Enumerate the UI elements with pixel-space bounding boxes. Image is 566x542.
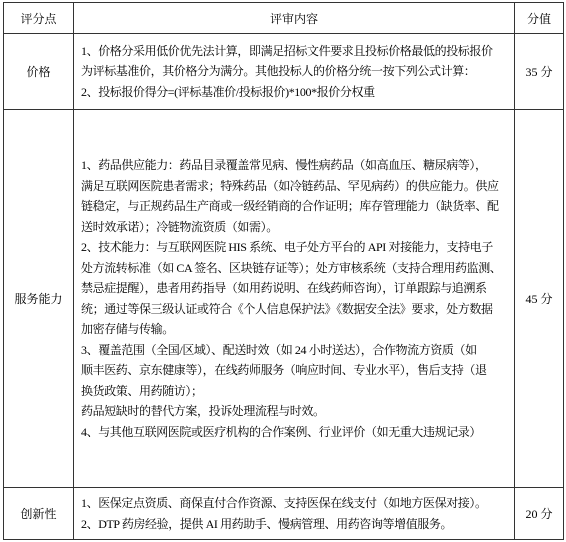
review-content-cell <box>74 110 515 488</box>
content-line: 为评标基准价，其价格分为满分。其他投标人的价格分统一按下列公式计算： <box>81 64 476 79</box>
table-row-innovation <box>4 488 564 540</box>
header-scoring-point: 评分点 <box>4 3 74 34</box>
review-content-cell <box>74 488 515 540</box>
scoring-table <box>3 2 564 540</box>
content-line: 顺丰医药、京东健康等），在线药师服务（响应时间、专业水平），售后支持（退 <box>81 363 487 377</box>
content-line: 1、价格分采用低价优先法计算，即满足招标文件要求且投标价格最低的投标报价 <box>81 43 493 58</box>
content-line: 禁忌症提醒），患者用药指导（如用药说明、在线药师咨询），订单跟踪与追溯系 <box>81 281 487 295</box>
content-line: 处方流转标准（如 CA 签名、区块链存证等）；处方审核系统（支持合理用药监测、 <box>81 260 502 275</box>
content-line: 统；通过等保三级认证或符合《个人信息保护法》《数据安全法》要求，处方数据 <box>81 301 493 316</box>
content-line: 满足互联网医院患者需求；特殊药品（如冷链药品、罕见病药）的供应能力。供应 <box>81 178 499 193</box>
table-row-service-capability <box>4 110 564 488</box>
content-line: 2、投标报价得分=(评标基准价/投标报价)*100*报价分权重 <box>81 84 375 99</box>
content-line: 换货政策、用药随访）； <box>81 383 203 398</box>
score-cell: 20 分 <box>515 488 564 540</box>
content-line: 加密存储与传输。 <box>81 322 174 336</box>
content-line: 3、覆盖范围（全国/区域）、配送时效（如 24 小时送达），合作物流方资质（如 <box>81 342 477 357</box>
content-line: 1、医保定点资质、商保直付合作资源、支持医保在线支付（如地方医保对接）。 <box>81 496 487 510</box>
scoring-point-cell: 创新性 <box>4 488 74 540</box>
content-line: 送时效承诺）；冷链物流资质（如需）。 <box>81 219 278 234</box>
scoring-point-cell: 价格 <box>4 34 74 110</box>
header-score: 分值 <box>515 3 564 34</box>
table-row-price <box>4 34 564 110</box>
content-line: 药品短缺时的替代方案，投诉处理流程与时效。 <box>81 404 325 418</box>
content-line: 2、技术能力：与互联网医院 HIS 系统、电子处方平台的 API 对接能力，支持电子 <box>81 240 493 254</box>
content-line: 4、与其他互联网医院或医疗机构的合作案例、行业评价（如无重大违规记录） <box>81 424 482 439</box>
table-header-row <box>4 3 564 34</box>
scoring-point-cell: 服务能力 <box>4 110 74 488</box>
content-line: 1、药品供应能力：药品目录覆盖常见病、慢性病药品（如高血压、糖尿病等）， <box>81 158 487 172</box>
scoring-table-container <box>3 2 564 540</box>
score-cell: 35 分 <box>515 34 564 110</box>
score-cell: 45 分 <box>515 110 564 488</box>
content-line: 2、DTP 药房经验，提供 AI 用药助手、慢病管理、用药咨询等增值服务。 <box>81 516 453 531</box>
content-line: 链稳定，与正规药品生产商或一级经销商的合作证明；库存管理能力（缺货率、配 <box>81 199 499 213</box>
header-review-content: 评审内容 <box>74 3 515 34</box>
review-content-cell <box>74 34 515 110</box>
